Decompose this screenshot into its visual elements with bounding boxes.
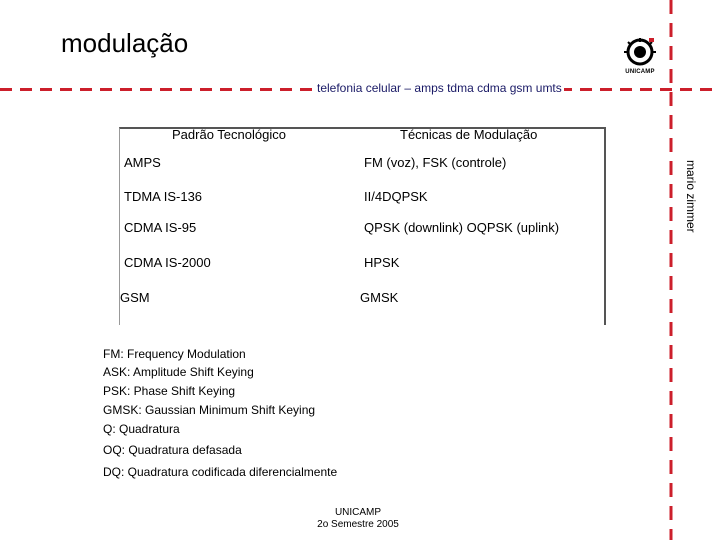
table-cell-modulation: QPSK (downlink) OQPSK (uplink): [364, 220, 560, 235]
legend-item: ASK: Amplitude Shift Keying: [103, 365, 254, 379]
table-cell-modulation: II/4DQPSK: [364, 189, 428, 204]
legend-item: DQ: Quadratura codificada diferencialmente: [103, 465, 338, 479]
table-header-modulation: Técnicas de Modulação: [400, 127, 538, 142]
legend-item: GMSK: Gaussian Minimum Shift Keying: [103, 403, 316, 417]
legend-item: OQ: Quadratura defasada: [103, 443, 242, 457]
logo-text: UNICAMP: [625, 69, 655, 75]
table-cell-standard: GSM: [120, 290, 150, 305]
vertical-dashed-rule: [668, 0, 674, 540]
legend-item: Q: Quadratura: [103, 422, 180, 436]
table-cell-modulation: GMSK: [360, 290, 399, 305]
footer-semester: 2o Semestre 2005: [317, 519, 399, 530]
table-cell-standard: CDMA IS-95: [124, 220, 197, 235]
table-cell-standard: TDMA IS-136: [124, 189, 203, 204]
table-cell-modulation: FM (voz), FSK (controle): [364, 155, 507, 170]
legend-item: PSK: Phase Shift Keying: [103, 384, 236, 398]
footer-institution: UNICAMP: [334, 507, 382, 518]
author-label: [682, 160, 702, 240]
slide-title: modulação: [61, 28, 189, 58]
author-text: mario zimmer: [684, 160, 698, 233]
slide-subtitle: telefonia celular – amps tdma cdma gsm umts: [317, 81, 562, 95]
table-cell-standard: CDMA IS-2000: [124, 255, 211, 270]
table-cell-standard: AMPS: [124, 155, 161, 170]
table-header-standard: Padrão Tecnológico: [172, 127, 286, 142]
legend-item: FM: Frequency Modulation: [103, 347, 246, 361]
footer: [300, 507, 416, 531]
table-cell-modulation: HPSK: [364, 255, 400, 270]
